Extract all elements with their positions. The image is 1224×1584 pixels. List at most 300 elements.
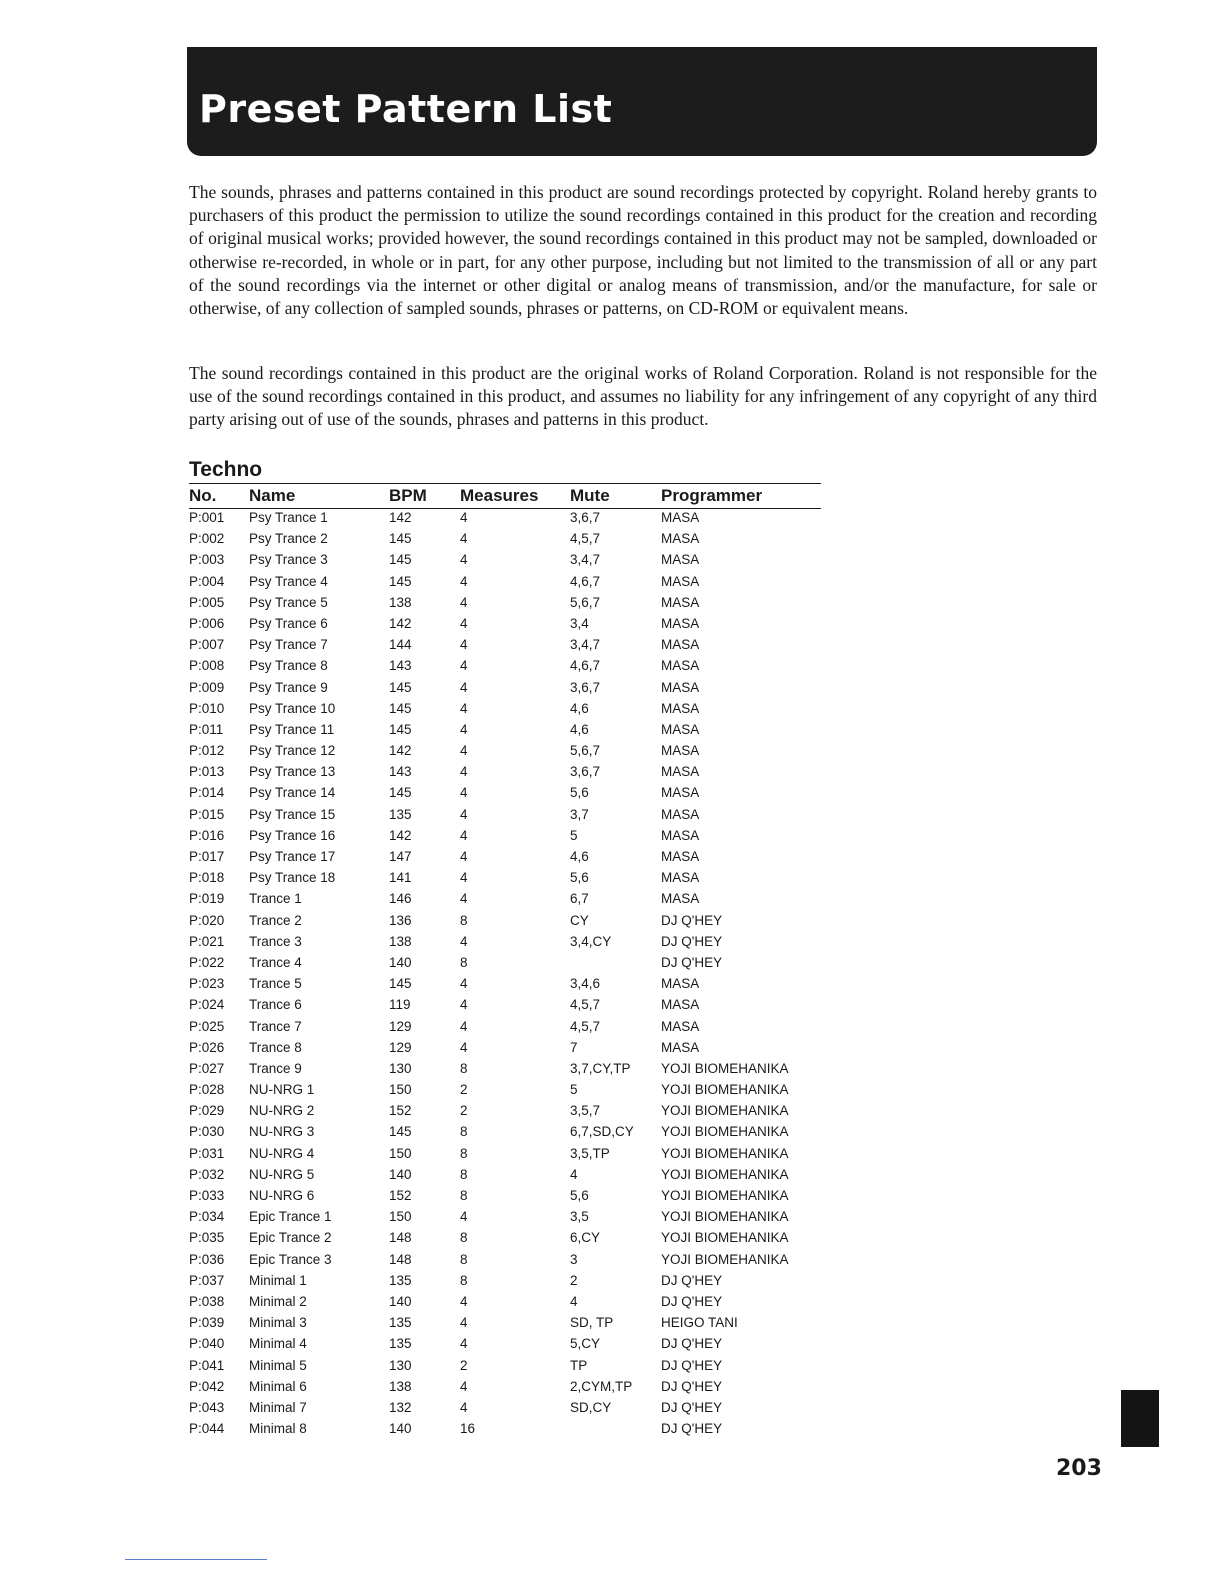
cell-name: Trance 5	[249, 976, 302, 992]
cell-measures: 4	[460, 531, 468, 547]
table-row	[0, 1037, 1224, 1058]
cell-measures: 4	[460, 594, 468, 610]
cell-measures: 4	[460, 1209, 468, 1225]
cell-bpm: 142	[389, 743, 412, 759]
cell-programmer: MASA	[661, 743, 700, 759]
cell-measures: 8	[460, 1145, 468, 1161]
cell-bpm: 136	[389, 912, 412, 928]
table-row	[0, 1121, 1224, 1142]
cell-measures: 8	[460, 1251, 468, 1267]
cell-no: P:017	[189, 849, 225, 864]
table-row	[0, 846, 1224, 867]
table-row	[0, 1185, 1224, 1206]
cell-no: P:019	[189, 891, 225, 907]
cell-measures: 4	[460, 785, 468, 801]
cell-no: P:002	[189, 531, 225, 547]
table-row	[0, 1418, 1224, 1439]
cell-bpm: 145	[389, 1124, 412, 1140]
table-row	[0, 655, 1224, 676]
cell-mute: 4,6	[570, 721, 589, 737]
cell-no: P:021	[189, 933, 225, 949]
cell-programmer: MASA	[661, 658, 700, 674]
cell-name: Psy Trance 7	[249, 637, 328, 653]
cell-programmer: DJ Q'HEY	[661, 954, 723, 970]
cell-mute: 4,5,7	[570, 997, 601, 1013]
table-row	[0, 994, 1224, 1015]
table-row	[0, 1376, 1224, 1397]
cell-name: Psy Trance 6	[249, 615, 328, 631]
cell-measures: 8	[460, 1230, 468, 1246]
cell-bpm: 145	[389, 785, 412, 801]
cell-bpm: 148	[389, 1230, 412, 1246]
header-mute: Mute	[570, 486, 610, 505]
cell-name: Minimal 3	[249, 1315, 307, 1331]
cell-mute: 3,4,7	[570, 552, 601, 568]
cell-programmer: MASA	[661, 594, 700, 610]
cell-programmer: MASA	[661, 1039, 700, 1055]
table-row	[0, 528, 1224, 549]
cell-no: P:005	[189, 594, 225, 610]
table-row	[0, 507, 1224, 528]
table-row	[0, 1164, 1224, 1185]
cell-no: P:029	[189, 1103, 225, 1119]
cell-mute: 4,6	[570, 700, 589, 716]
cell-mute: 3,5,7	[570, 1103, 601, 1119]
cell-no: P:013	[189, 764, 225, 780]
cell-bpm: 138	[389, 594, 412, 610]
cell-name: Psy Trance 15	[249, 806, 336, 822]
pattern-table-body	[0, 507, 1224, 1439]
cell-mute: 3,4	[570, 615, 589, 631]
cell-no: P:008	[189, 658, 225, 674]
cell-name: Psy Trance 11	[249, 721, 335, 737]
table-row	[0, 867, 1224, 888]
cell-programmer: MASA	[661, 997, 700, 1013]
cell-programmer: MASA	[661, 573, 700, 589]
cell-mute: 5,CY	[570, 1336, 601, 1352]
cell-no: P:042	[189, 1378, 225, 1394]
cell-bpm: 135	[389, 1336, 412, 1352]
cell-name: Trance 8	[249, 1039, 302, 1055]
cell-no: P:037	[189, 1272, 225, 1288]
cell-programmer: YOJI BIOMEHANIKA	[661, 1145, 789, 1161]
table-row	[0, 549, 1224, 570]
cell-mute: SD,CY	[570, 1399, 612, 1415]
cell-name: Trance 3	[249, 933, 302, 949]
cell-name: Trance 2	[249, 912, 302, 928]
footer-rule	[125, 1559, 267, 1560]
cell-no: P:022	[189, 954, 225, 970]
cell-name: Minimal 6	[249, 1378, 307, 1394]
cell-mute: 5,6,7	[570, 594, 601, 610]
cell-measures: 4	[460, 743, 468, 759]
cell-bpm: 145	[389, 976, 412, 992]
table-row	[0, 782, 1224, 803]
cell-mute: 2	[570, 1272, 578, 1288]
cell-bpm: 142	[389, 827, 412, 843]
cell-programmer: DJ Q'HEY	[661, 1399, 723, 1415]
cell-mute: 6,7,SD,CY	[570, 1124, 634, 1140]
cell-bpm: 119	[389, 997, 411, 1013]
cell-measures: 4	[460, 806, 468, 822]
cell-name: Trance 6	[249, 997, 302, 1013]
cell-no: P:026	[189, 1039, 225, 1055]
cell-mute: 6,CY	[570, 1230, 601, 1246]
table-row	[0, 1206, 1224, 1227]
cell-mute: 4	[570, 1166, 578, 1182]
cell-bpm: 143	[389, 658, 412, 674]
table-row	[0, 1312, 1224, 1333]
cell-bpm: 138	[389, 1378, 412, 1394]
cell-no: P:023	[189, 976, 225, 992]
cell-name: NU-NRG 1	[249, 1082, 315, 1098]
cell-bpm: 140	[389, 954, 412, 970]
cell-measures: 2	[460, 1103, 468, 1119]
table-row	[0, 1249, 1224, 1270]
table-row	[0, 973, 1224, 994]
cell-measures: 4	[460, 997, 468, 1013]
liability-paragraph: The sound recordings contained in this product are the original works of Roland Corporation. Roland is not responsible for the use of the sound recordings contained in this product, and assumes no liability for any infringement of any copyright of any third party arising out of use of the sounds, phrases and patterns in this product.	[189, 363, 1097, 430]
cell-measures: 4	[460, 891, 468, 907]
cell-bpm: 135	[389, 1315, 412, 1331]
cell-programmer: MASA	[661, 1018, 700, 1034]
cell-name: NU-NRG 6	[249, 1188, 315, 1203]
table-row	[0, 677, 1224, 698]
cell-mute: 3,4,7	[570, 637, 601, 653]
cell-programmer: MASA	[661, 785, 700, 801]
table-row	[0, 1333, 1224, 1354]
cell-mute: 4,6	[570, 849, 589, 864]
cell-programmer: MASA	[661, 721, 700, 737]
cell-no: P:028	[189, 1082, 225, 1098]
cell-no: P:030	[189, 1124, 225, 1140]
cell-programmer: DJ Q'HEY	[661, 1357, 723, 1373]
cell-no: P:031	[189, 1145, 225, 1161]
cell-name: Psy Trance 17	[249, 849, 336, 864]
cell-no: P:039	[189, 1315, 225, 1331]
cell-bpm: 145	[389, 721, 412, 737]
table-row	[0, 1227, 1224, 1248]
cell-measures: 4	[460, 552, 468, 568]
cell-programmer: DJ Q'HEY	[661, 912, 723, 928]
cell-bpm: 145	[389, 531, 412, 547]
cell-programmer: DJ Q'HEY	[661, 1272, 723, 1288]
cell-mute: 4,5,7	[570, 531, 601, 547]
cell-no: P:020	[189, 912, 225, 928]
cell-name: Minimal 4	[249, 1336, 307, 1352]
table-row	[0, 1058, 1224, 1079]
cell-no: P:034	[189, 1209, 225, 1225]
cell-no: P:010	[189, 700, 225, 716]
page-number: 203	[1056, 1456, 1102, 1481]
thumb-index-tab	[1121, 1390, 1159, 1447]
table-row	[0, 1397, 1224, 1418]
cell-measures: 8	[460, 954, 468, 970]
cell-no: P:016	[189, 827, 225, 843]
cell-measures: 4	[460, 510, 468, 525]
cell-mute: 5	[570, 827, 578, 843]
cell-mute: 3,7	[570, 806, 589, 822]
cell-no: P:041	[189, 1357, 225, 1373]
cell-measures: 4	[460, 573, 468, 589]
cell-name: Psy Trance 12	[249, 743, 336, 759]
cell-no: P:027	[189, 1060, 225, 1076]
cell-programmer: YOJI BIOMEHANIKA	[661, 1188, 789, 1203]
cell-measures: 4	[460, 933, 468, 949]
cell-bpm: 130	[389, 1060, 412, 1076]
cell-programmer: HEIGO TANI	[661, 1315, 738, 1331]
cell-bpm: 129	[389, 1039, 412, 1055]
cell-name: Psy Trance 8	[249, 658, 328, 674]
cell-name: Psy Trance 9	[249, 679, 328, 695]
cell-mute: 3,5	[570, 1209, 589, 1225]
cell-programmer: DJ Q'HEY	[661, 1293, 723, 1309]
cell-measures: 4	[460, 721, 468, 737]
cell-no: P:033	[189, 1188, 225, 1203]
cell-name: Psy Trance 1	[249, 510, 328, 525]
cell-name: Trance 7	[249, 1018, 302, 1034]
table-row	[0, 1291, 1224, 1312]
cell-name: Psy Trance 16	[249, 827, 336, 843]
table-row	[0, 740, 1224, 761]
cell-bpm: 145	[389, 679, 412, 695]
table-row	[0, 1270, 1224, 1291]
cell-programmer: MASA	[661, 531, 700, 547]
cell-programmer: MASA	[661, 764, 700, 780]
cell-mute: 6,7	[570, 891, 589, 907]
cell-name: Trance 4	[249, 954, 302, 970]
cell-bpm: 150	[389, 1209, 412, 1225]
cell-mute: 3	[570, 1251, 578, 1267]
cell-no: P:001	[189, 510, 225, 525]
cell-bpm: 138	[389, 933, 412, 949]
cell-name: Psy Trance 18	[249, 870, 336, 886]
cell-measures: 4	[460, 1399, 468, 1415]
cell-programmer: MASA	[661, 849, 700, 864]
section-title: Techno	[189, 458, 263, 481]
cell-measures: 2	[460, 1357, 468, 1373]
cell-mute: 4,5,7	[570, 1018, 601, 1034]
table-row	[0, 888, 1224, 909]
cell-no: P:035	[189, 1230, 225, 1246]
cell-programmer: YOJI BIOMEHANIKA	[661, 1251, 789, 1267]
cell-no: P:032	[189, 1166, 225, 1182]
cell-name: Psy Trance 5	[249, 594, 328, 610]
cell-mute: 4,6,7	[570, 658, 601, 674]
cell-name: Epic Trance 1	[249, 1209, 332, 1225]
cell-measures: 4	[460, 1378, 468, 1394]
cell-programmer: MASA	[661, 870, 700, 886]
cell-measures: 4	[460, 1293, 468, 1309]
cell-bpm: 152	[389, 1188, 412, 1203]
cell-bpm: 145	[389, 700, 412, 716]
header-measures: Measures	[460, 486, 539, 505]
table-row	[0, 592, 1224, 613]
cell-mute: 5,6	[570, 870, 589, 886]
cell-mute: 4,6,7	[570, 573, 601, 589]
cell-measures: 4	[460, 870, 468, 886]
cell-programmer: MASA	[661, 679, 700, 695]
cell-programmer: YOJI BIOMEHANIKA	[661, 1124, 789, 1140]
cell-name: NU-NRG 5	[249, 1166, 315, 1182]
cell-programmer: DJ Q'HEY	[661, 933, 723, 949]
cell-no: P:025	[189, 1018, 225, 1034]
cell-bpm: 142	[389, 510, 412, 525]
cell-mute: 5,6	[570, 1188, 589, 1203]
cell-name: Psy Trance 14	[249, 785, 336, 801]
cell-measures: 2	[460, 1082, 468, 1098]
cell-no: P:006	[189, 615, 225, 631]
table-row	[0, 1143, 1224, 1164]
cell-name: Epic Trance 3	[249, 1251, 332, 1267]
table-row	[0, 1016, 1224, 1037]
header-name: Name	[249, 486, 296, 505]
cell-no: P:003	[189, 552, 225, 568]
cell-mute: SD, TP	[570, 1315, 614, 1331]
cell-bpm: 140	[389, 1421, 412, 1437]
header-programmer: Programmer	[661, 486, 763, 505]
cell-measures: 4	[460, 849, 468, 864]
cell-name: Trance 9	[249, 1060, 302, 1076]
cell-no: P:036	[189, 1251, 225, 1267]
cell-programmer: DJ Q'HEY	[661, 1336, 723, 1352]
cell-name: Trance 1	[249, 891, 302, 907]
cell-measures: 4	[460, 1315, 468, 1331]
cell-programmer: MASA	[661, 700, 700, 716]
cell-programmer: YOJI BIOMEHANIKA	[661, 1060, 789, 1076]
cell-no: P:004	[189, 573, 225, 589]
cell-no: P:040	[189, 1336, 225, 1352]
cell-measures: 4	[460, 658, 468, 674]
cell-no: P:007	[189, 637, 225, 653]
page-title: Preset Pattern List	[199, 87, 613, 131]
cell-bpm: 140	[389, 1166, 412, 1182]
cell-bpm: 145	[389, 552, 412, 568]
cell-measures: 4	[460, 615, 468, 631]
cell-mute: 2,CYM,TP	[570, 1378, 633, 1394]
cell-no: P:018	[189, 870, 225, 886]
cell-name: Minimal 8	[249, 1421, 307, 1437]
cell-no: P:024	[189, 997, 225, 1013]
cell-measures: 4	[460, 827, 468, 843]
cell-no: P:009	[189, 679, 225, 695]
cell-measures: 8	[460, 1188, 468, 1203]
cell-bpm: 152	[389, 1103, 412, 1119]
cell-bpm: 145	[389, 573, 412, 589]
cell-mute: 3,4,CY	[570, 933, 612, 949]
cell-name: Psy Trance 10	[249, 700, 336, 716]
cell-measures: 16	[460, 1421, 476, 1437]
cell-measures: 4	[460, 700, 468, 716]
cell-bpm: 147	[389, 849, 412, 864]
cell-measures: 4	[460, 637, 468, 653]
cell-name: Psy Trance 3	[249, 552, 328, 568]
cell-mute: 3,5,TP	[570, 1145, 610, 1161]
cell-measures: 4	[460, 1039, 468, 1055]
cell-bpm: 130	[389, 1357, 412, 1373]
cell-bpm: 140	[389, 1293, 412, 1309]
table-row	[0, 698, 1224, 719]
cell-no: P:012	[189, 743, 225, 759]
cell-measures: 8	[460, 1124, 468, 1140]
cell-name: NU-NRG 3	[249, 1124, 315, 1140]
cell-bpm: 143	[389, 764, 412, 780]
cell-no: P:011	[189, 721, 224, 737]
cell-bpm: 148	[389, 1251, 412, 1267]
cell-bpm: 150	[389, 1082, 412, 1098]
cell-programmer: DJ Q'HEY	[661, 1421, 723, 1437]
cell-programmer: YOJI BIOMEHANIKA	[661, 1082, 789, 1098]
cell-programmer: MASA	[661, 827, 700, 843]
title-banner	[187, 47, 1097, 156]
cell-bpm: 132	[389, 1399, 412, 1415]
table-row	[0, 571, 1224, 592]
cell-mute: 7	[570, 1039, 578, 1055]
cell-no: P:043	[189, 1399, 225, 1415]
cell-name: NU-NRG 4	[249, 1145, 315, 1161]
cell-name: Minimal 1	[249, 1272, 307, 1288]
cell-bpm: 144	[389, 637, 412, 653]
cell-programmer: MASA	[661, 976, 700, 992]
table-row	[0, 613, 1224, 634]
header-no: No.	[189, 486, 217, 505]
copyright-paragraph: The sounds, phrases and patterns contained in this product are sound recordings protected by copyright. Roland hereby grants to purchasers of this product the permission to utilize the sound recordings contained in this product for the creation and recording of original musical works; provided however, the sound recordings contained in this product may not be sampled, downloaded or otherwise re-recorded, in whole or in part, for any other purpose, including but not limited to the transmission of all or any part of the sound recordings via the internet or other digital or analog means of transmission, and/or the manufacture, for sale or otherwise, of any collection of sampled sounds, phrases or patterns, on CD-ROM or equivalent means.	[189, 182, 1097, 319]
table-row	[0, 804, 1224, 825]
cell-no: P:044	[189, 1421, 225, 1437]
cell-bpm: 146	[389, 891, 412, 907]
cell-mute: TP	[570, 1357, 588, 1373]
cell-bpm: 129	[389, 1018, 412, 1034]
cell-programmer: YOJI BIOMEHANIKA	[661, 1103, 789, 1119]
table-row	[0, 761, 1224, 782]
cell-measures: 8	[460, 912, 468, 928]
cell-measures: 4	[460, 764, 468, 780]
cell-name: Psy Trance 4	[249, 573, 328, 589]
cell-name: NU-NRG 2	[249, 1103, 315, 1119]
table-row	[0, 910, 1224, 931]
cell-name: Epic Trance 2	[249, 1230, 332, 1246]
table-row	[0, 1100, 1224, 1121]
cell-name: Psy Trance 2	[249, 531, 328, 547]
table-row	[0, 719, 1224, 740]
cell-programmer: MASA	[661, 806, 700, 822]
cell-programmer: MASA	[661, 637, 700, 653]
cell-mute: 3,7,CY,TP	[570, 1060, 631, 1076]
cell-programmer: MASA	[661, 891, 700, 907]
cell-mute: 5,6,7	[570, 743, 601, 759]
cell-mute: CY	[570, 912, 589, 928]
cell-measures: 4	[460, 1336, 468, 1352]
cell-bpm: 150	[389, 1145, 412, 1161]
table-row	[0, 1079, 1224, 1100]
cell-no: P:015	[189, 806, 225, 822]
cell-programmer: YOJI BIOMEHANIKA	[661, 1230, 789, 1246]
cell-measures: 4	[460, 679, 468, 695]
cell-name: Minimal 2	[249, 1293, 307, 1309]
table-row	[0, 952, 1224, 973]
cell-no: P:038	[189, 1293, 225, 1309]
table-row	[0, 931, 1224, 952]
cell-mute: 5	[570, 1082, 578, 1098]
header-bpm: BPM	[389, 486, 427, 505]
table-row	[0, 825, 1224, 846]
cell-measures: 8	[460, 1166, 468, 1182]
table-header	[0, 484, 1224, 508]
cell-no: P:014	[189, 785, 225, 801]
cell-name: Psy Trance 13	[249, 764, 336, 780]
cell-mute: 5,6	[570, 785, 589, 801]
table-row	[0, 634, 1224, 655]
